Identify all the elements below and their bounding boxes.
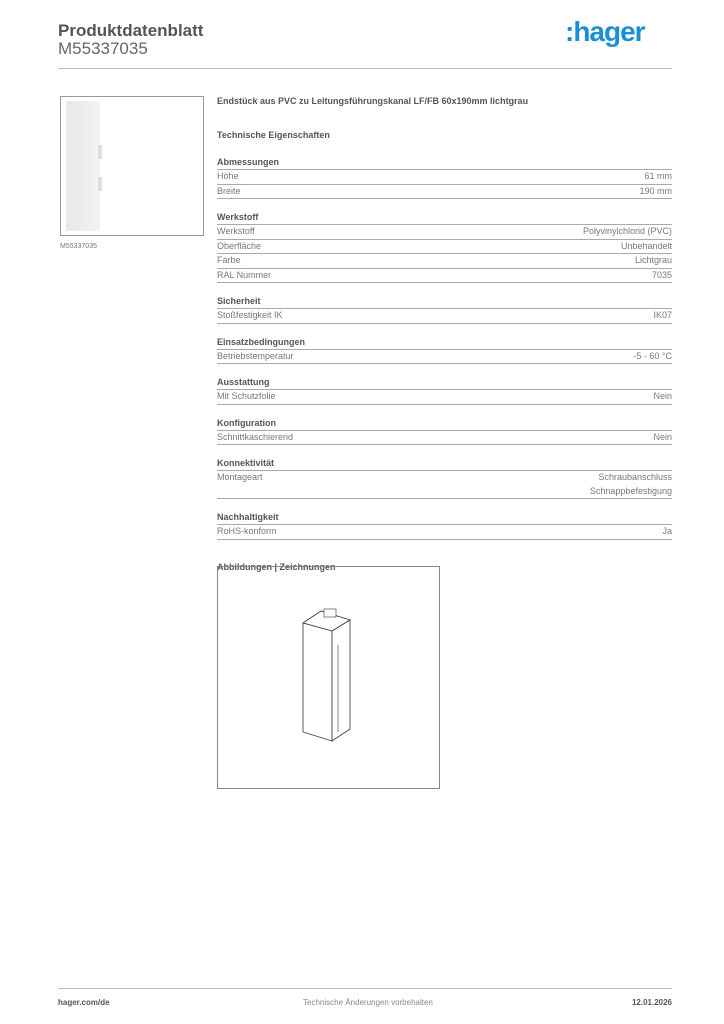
- spec-row: [217, 309, 672, 324]
- spec-label: Mit Schutzfolie: [217, 391, 276, 401]
- spec-label: RAL Nummer: [217, 269, 272, 280]
- section-title: Abmessungen: [217, 156, 672, 170]
- spec-section: [217, 417, 672, 446]
- spec-value: -5 - 60 °C: [633, 350, 672, 361]
- spec-label: RoHS-konform: [217, 526, 277, 536]
- spec-label: Schnittkaschierend: [217, 431, 294, 442]
- spec-row: [217, 170, 672, 185]
- section-title: Nachhaltigkeit: [217, 511, 672, 525]
- section-title: Werkstoff: [217, 211, 672, 225]
- section-title: Konfiguration: [217, 417, 672, 431]
- spec-label: Betriebstemperatur: [217, 350, 294, 361]
- product-image-caption: M55337035: [60, 243, 97, 250]
- spec-value: Nein: [653, 431, 672, 442]
- spec-value: Lichtgrau: [634, 255, 672, 265]
- spec-row: [217, 269, 672, 284]
- spec-label: Montageart: [217, 472, 263, 482]
- spec-value: 190 mm: [639, 185, 672, 196]
- spec-row: [217, 185, 672, 200]
- header-divider: [58, 68, 672, 69]
- page-title: Produktdatenblatt: [58, 21, 204, 40]
- spec-label: Breite: [217, 185, 241, 196]
- spec-row: [217, 240, 672, 255]
- section-title: Einsatzbedingungen: [217, 336, 672, 350]
- spec-section: [217, 156, 672, 199]
- spec-value: Polyvinylchlorid (PVC): [582, 226, 672, 236]
- product-image: [60, 96, 204, 236]
- spec-value: Nein: [653, 391, 672, 401]
- section-title: Sicherheit: [217, 295, 672, 309]
- spec-label: Werkstoff: [217, 226, 255, 236]
- product-code: M55337035: [58, 39, 148, 58]
- spec-section: [217, 211, 672, 283]
- tech-heading: Technische Eigenschaften: [217, 130, 330, 140]
- spec-value: 61 mm: [644, 171, 672, 181]
- spec-value: 7035: [651, 269, 672, 280]
- spec-label: Stoßfestigkeit IK: [217, 310, 283, 320]
- section-title: Ausstattung: [217, 376, 672, 390]
- section-title: Konnektivität: [217, 457, 672, 471]
- footer-divider: [58, 988, 672, 989]
- spec-section: [217, 511, 672, 540]
- spec-value: IK07: [653, 310, 672, 320]
- spec-row: [217, 471, 672, 499]
- spec-row: [217, 525, 672, 540]
- product-description: Endstück aus PVC zu Leitungsführungskanal LF/FB 60x190mm lichtgrau: [217, 96, 529, 106]
- spec-row: [217, 431, 672, 446]
- spec-row: [217, 390, 672, 405]
- footer-website[interactable]: hager.com/de: [58, 998, 110, 1007]
- spec-content: [217, 96, 672, 572]
- footer-note: Technische Änderungen vorbehalten: [303, 998, 433, 1007]
- spec-label: Höhe: [217, 171, 239, 181]
- spec-value: Ja: [662, 526, 672, 536]
- drawings-heading: Abbildungen | Zeichnungen: [217, 561, 336, 572]
- spec-section: [217, 457, 672, 499]
- spec-section: [217, 295, 672, 324]
- spec-label: Farbe: [217, 255, 241, 265]
- spec-value: Schraubanschluss Schnappbefestigung: [589, 472, 672, 496]
- product-drawing: [217, 566, 440, 789]
- spec-row: [217, 254, 672, 269]
- hager-logo: :hager: [565, 16, 645, 47]
- spec-section: [217, 376, 672, 405]
- footer-date: 12.01.2026: [631, 998, 672, 1007]
- spec-row: [217, 225, 672, 240]
- spec-section: [217, 336, 672, 365]
- spec-label: Oberfläche: [217, 240, 262, 251]
- spec-value: Unbehandelt: [620, 240, 672, 251]
- spec-row: [217, 350, 672, 365]
